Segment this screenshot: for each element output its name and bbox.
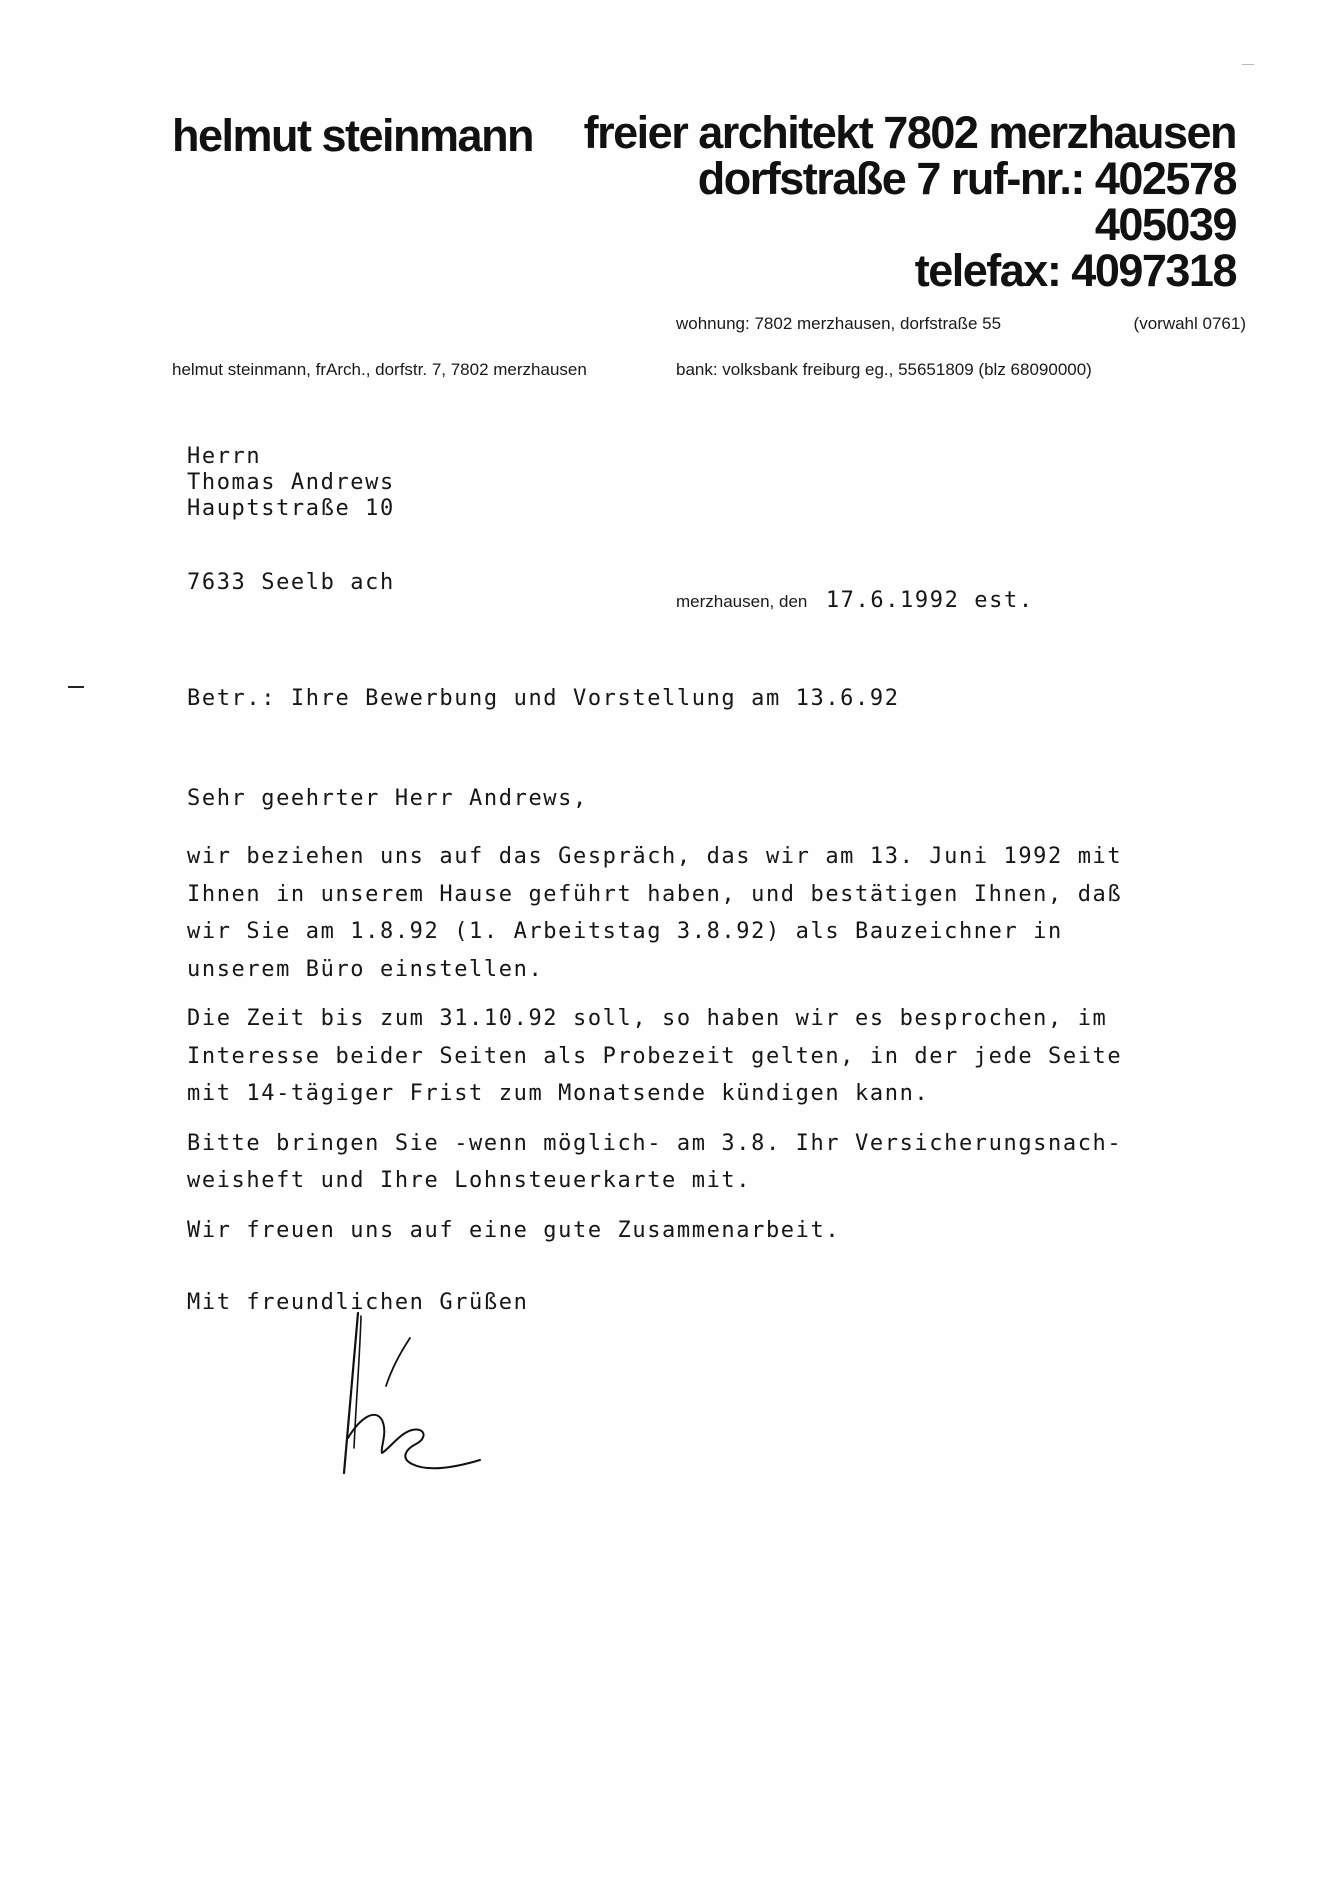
body-line: mit 14-tägiger Frist zum Monatsende kündigen kann.: [187, 1081, 930, 1106]
paragraph-4: [187, 1212, 1187, 1250]
recipient-address: [187, 444, 395, 522]
fold-mark: [68, 686, 84, 688]
recipient-title: Herrn: [187, 444, 262, 469]
body-line: wir beziehen uns auf das Gespräch, das wir am 13. Juni 1992 mit: [187, 844, 1123, 869]
letter-body: [187, 838, 1187, 1261]
date-value: 17.6.1992 est.: [825, 588, 1034, 613]
letterhead-area-code: (vorwahl 0761): [1133, 314, 1246, 333]
scan-corner-mark: [1242, 64, 1254, 65]
letterhead-fax-line: telefax: 4097318: [914, 245, 1236, 296]
body-line: weisheft und Ihre Lohnsteuerkarte mit.: [187, 1168, 752, 1193]
sender-return-address: helmut steinmann, frArch., dorfstr. 7, 7802 merzhausen: [172, 360, 587, 379]
paragraph-3: [187, 1125, 1187, 1200]
recipient-street: Hauptstraße 10: [187, 496, 395, 521]
paragraph-2: [187, 1000, 1187, 1113]
letterhead-title-line: freier architekt 7802 merzhausen: [583, 107, 1236, 158]
recipient-name: Thomas Andrews: [187, 470, 395, 495]
closing: Mit freundlichen Grüßen: [187, 1290, 529, 1315]
subject-line: Betr.: Ihre Bewerbung und Vorstellung am 13.6.92: [187, 686, 900, 711]
body-line: Bitte bringen Sie -wenn möglich- am 3.8. Ihr Versicherungsnach-: [187, 1130, 1123, 1156]
date-label: merzhausen, den: [676, 592, 808, 611]
body-line: wir Sie am 1.8.92 (1. Arbeitstag 3.8.92) als Bauzeichner in: [187, 919, 1063, 944]
letterhead-address-line: dorfstraße 7 ruf-nr.: 402578: [697, 153, 1236, 204]
letterhead-name: helmut steinmann: [172, 110, 534, 161]
paragraph-1: [187, 838, 1187, 988]
letterhead-residence: wohnung: 7802 merzhausen, dorfstraße 55: [676, 314, 1002, 333]
body-line: Ihnen in unserem Hause geführt haben, und bestätigen Ihnen, daß: [187, 881, 1123, 907]
body-line: Interesse beider Seiten als Probezeit gelten, in der jede Seite: [187, 1043, 1123, 1069]
letterhead-block: [583, 107, 1236, 296]
handwritten-signature: [330, 1308, 510, 1478]
body-line: Die Zeit bis zum 31.10.92 soll, so haben wir es besprochen, im: [187, 1006, 1108, 1031]
recipient-city: 7633 Seelb ach: [187, 570, 395, 595]
body-line: unserem Büro einstellen.: [187, 956, 544, 982]
date-line: [676, 588, 1034, 613]
letterhead-phone-line: 405039: [1094, 199, 1236, 250]
salutation: Sehr geehrter Herr Andrews,: [187, 786, 588, 811]
body-line: Wir freuen uns auf eine gute Zusammenarbeit.: [187, 1217, 841, 1243]
letterhead-bank: bank: volksbank freiburg eg., 55651809 (blz 68090000): [676, 360, 1092, 379]
